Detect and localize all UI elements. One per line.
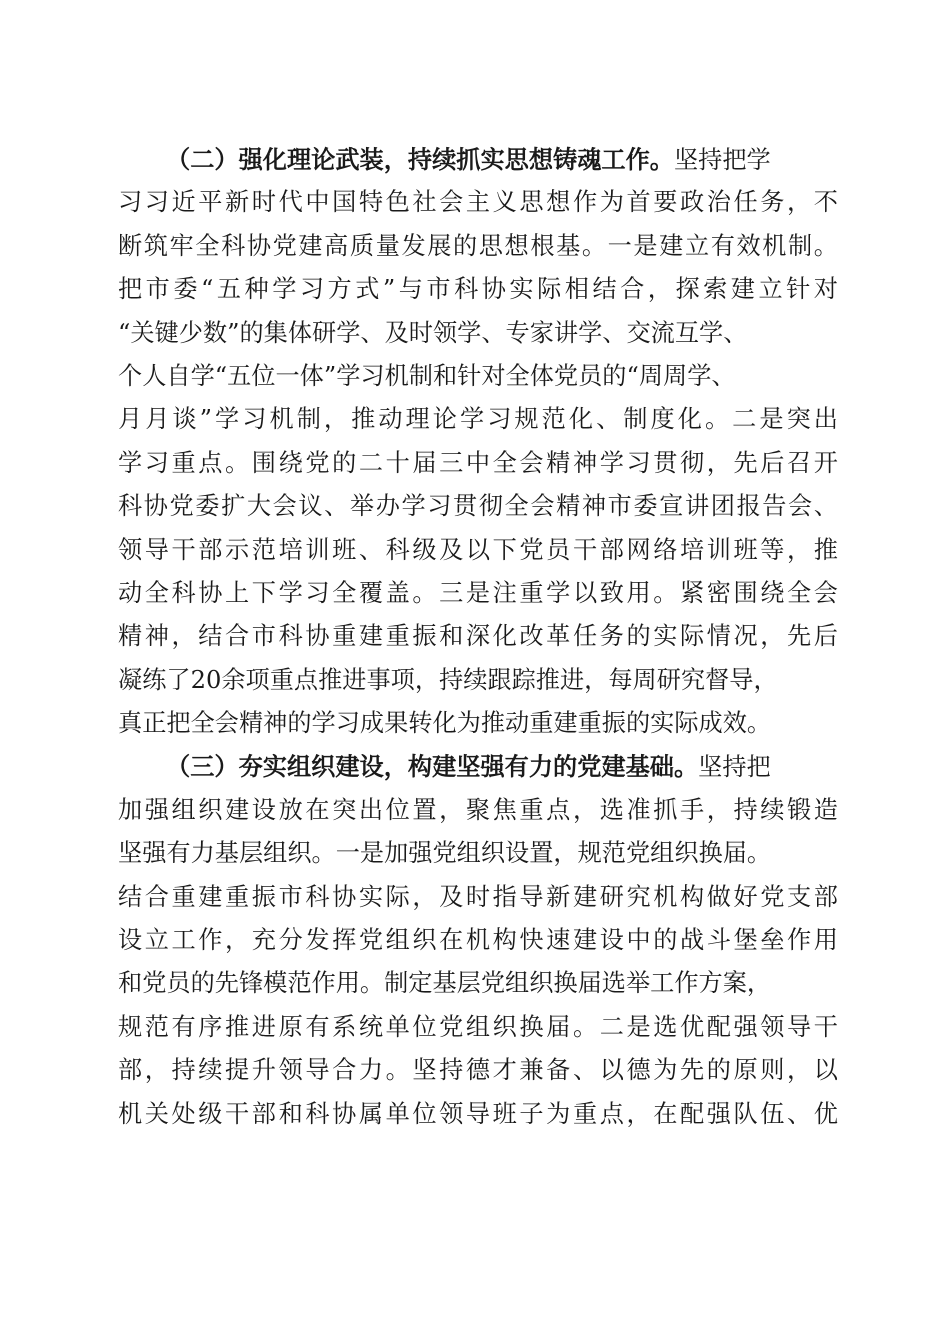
paragraph-line: “关键少数”的集体研学、及时领学、专家讲学、交流互学、 xyxy=(118,318,748,347)
paragraph-line: 机关处级干部和科协属单位领导班子为重点，在配强队伍、优 xyxy=(118,1099,838,1128)
paragraph-line: 凝练了20余项重点推进事项，持续跟踪推进，每周研究督导， xyxy=(118,665,778,694)
paragraph-line: 坚持把 xyxy=(698,753,771,782)
paragraph-line: 个人自学“五位一体”学习机制和针对全体党员的“周周学、 xyxy=(118,361,736,390)
paragraph-line: 断筑牢全科协党建高质量发展的思想根基。一是建立有效机制。 xyxy=(118,231,838,260)
section-2-first-line xyxy=(118,138,838,181)
paragraph-line: 真正把全会精神的学习成果转化为推动重建重振的实际成效。 xyxy=(118,709,772,738)
paragraph-line: 学习重点。围绕党的二十届三中全会精神学习贯彻，先后召开 xyxy=(118,448,838,477)
paragraph-line: 动全科协上下学习全覆盖。三是注重学以致用。紧密围绕全会 xyxy=(118,578,838,607)
body-text xyxy=(118,138,838,1136)
paragraph-line: 月月谈”学习机制，推动理论学习规范化、制度化。二是突出 xyxy=(118,405,838,434)
paragraph-line: 规范有序推进原有系统单位党组织换届。二是选优配强领导干 xyxy=(118,1012,838,1041)
paragraph-line: 科协党委扩大会议、举办学习贯彻全会精神市委宣讲团报告会、 xyxy=(118,492,838,521)
paragraph-line: 习习近平新时代中国特色社会主义思想作为首要政治任务，不 xyxy=(118,188,838,217)
paragraph-line: 加强组织建设放在突出位置，聚焦重点，选准抓手，持续锻造 xyxy=(118,795,838,824)
paragraph-line: 设立工作，充分发挥党组织在机构快速建设中的战斗堡垒作用 xyxy=(118,926,838,955)
section-3-first-line xyxy=(118,745,838,788)
paragraph-line: 部，持续提升领导合力。坚持德才兼备、以德为先的原则，以 xyxy=(118,1056,838,1085)
section-3-heading: （三）夯实组织建设，构建坚强有力的党建基础。 xyxy=(166,752,699,782)
paragraph-line: 领导干部示范培训班、科级及以下党员干部网络培训班等，推 xyxy=(118,535,838,564)
paragraph-line: 坚持把学 xyxy=(673,146,771,174)
paragraph-line: 和党员的先锋模范作用。制定基层党组织换届选举工作方案， xyxy=(118,969,772,998)
paragraph-line: 精神，结合市科协重建重振和深化改革任务的实际情况，先后 xyxy=(118,622,838,651)
section-2-heading: （二）强化理论武装，持续抓实思想铸魂工作。 xyxy=(166,145,674,174)
paragraph-line: 结合重建重振市科协实际，及时指导新建研究机构做好党支部 xyxy=(118,882,838,911)
paragraph-line: 把市委“五种学习方式”与市科协实际相结合，探索建立针对 xyxy=(118,275,838,304)
paragraph-line: 坚强有力基层组织。一是加强党组织设置，规范党组织换届。 xyxy=(118,839,772,868)
